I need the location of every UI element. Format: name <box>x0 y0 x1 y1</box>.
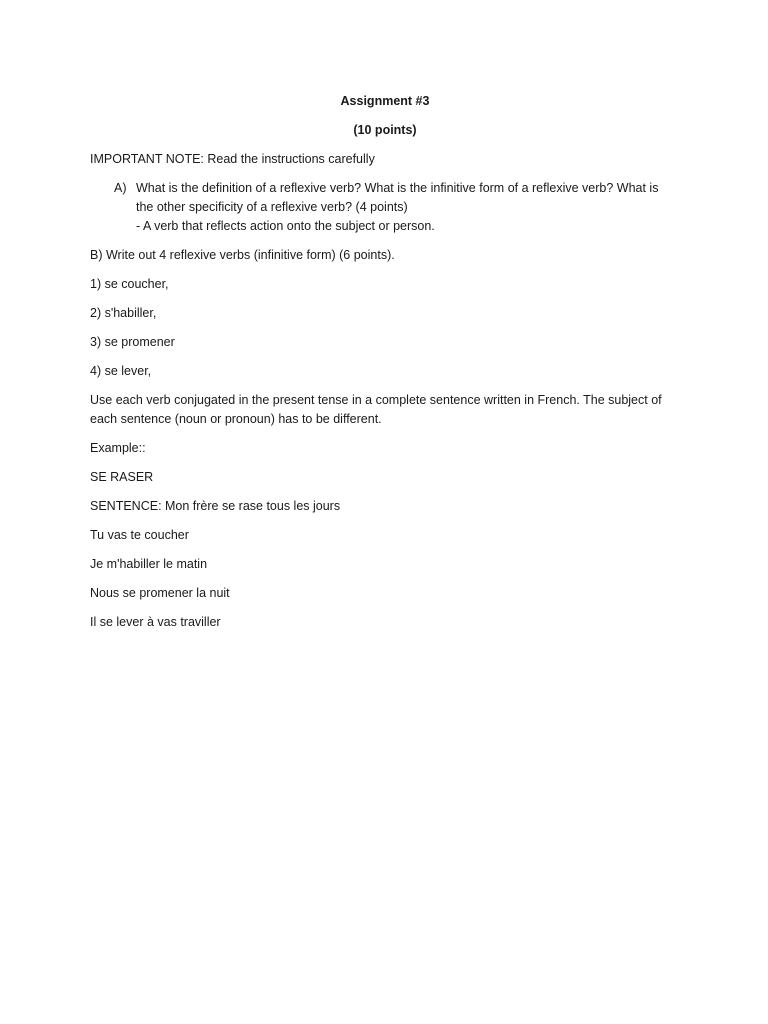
part-a-question-line1: What is the definition of a reflexive verb? What is the infinitive form of a reflexive verb? What is <box>136 181 659 195</box>
part-b-question: B) Write out 4 reflexive verbs (infinitive form) (6 points). <box>90 248 395 262</box>
verb-item-1: 1) se coucher, <box>90 277 169 291</box>
part-a-marker: A) <box>114 181 127 195</box>
verb-item-3: 3) se promener <box>90 335 175 349</box>
example-label: Example:: <box>90 441 146 455</box>
part-a-answer: - A verb that reflects action onto the subject or person. <box>136 219 435 233</box>
instruction-line2: each sentence (noun or pronoun) has to be different. <box>90 412 382 426</box>
sentence-3: Nous se promener la nuit <box>90 586 230 600</box>
instruction-line1: Use each verb conjugated in the present tense in a complete sentence written in French. The subject of <box>90 393 662 407</box>
sentence-4: Il se lever à vas traviller <box>90 615 221 629</box>
example-sentence: SENTENCE: Mon frère se rase tous les jours <box>90 499 341 513</box>
assignment-points: (10 points) <box>353 123 417 137</box>
document-page <box>90 0 680 1024</box>
verb-item-4: 4) se lever, <box>90 364 152 378</box>
example-verb: SE RASER <box>90 470 154 484</box>
assignment-title: Assignment #3 <box>340 94 430 108</box>
important-note: IMPORTANT NOTE: Read the instructions carefully <box>90 152 375 166</box>
sentence-2: Je m'habiller le matin <box>90 557 208 571</box>
part-a-question-line2: the other specificity of a reflexive verb? (4 points) <box>136 200 408 214</box>
verb-item-2: 2) s'habiller, <box>90 306 157 320</box>
sentence-1: Tu vas te coucher <box>90 528 189 542</box>
